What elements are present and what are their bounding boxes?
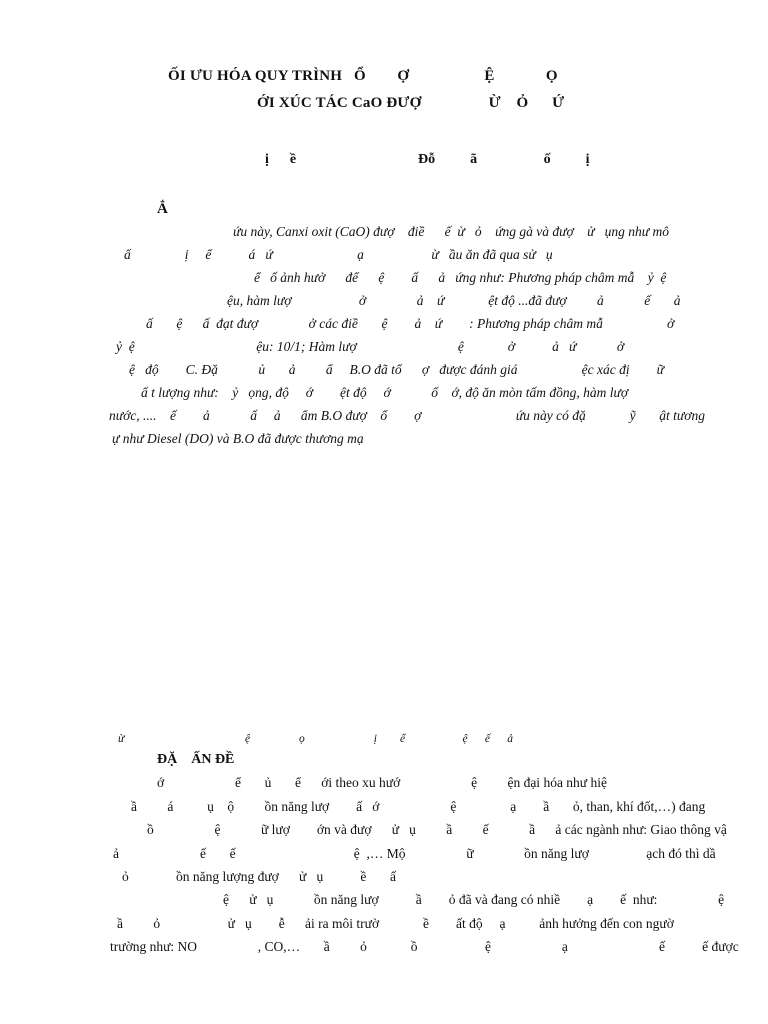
abstract-line: nước, .... ế ả ấ ả ẩm B.O đượ ổ ợ ứu này có đặ ỹ ật tương (109, 408, 705, 423)
abstract-heading: Ắ (157, 201, 168, 217)
body-line: ớ ể ủ ể ới theo xu hướ ệ ện đại hóa như hiệ (157, 775, 607, 790)
abstract-line: ấ ệ ấ đạt đượ ở các điề ệ ả ứ : Phương pháp châm mẫ ở (146, 316, 675, 331)
body-line: ồ ệ ữ lượ ớn và đượ ử ụ ầ ế ầ ả các ngành như: Giao thông vậ (147, 822, 727, 837)
document-title-line-1: ỐI ƯU HÓA QUY TRÌNH Ổ Ợ Ệ Ọ (168, 68, 558, 84)
abstract-line: ệ độ C. Đặ ủ ả ẩ B.O đã tổ ợ được đánh giá ệc xác đị ữ (129, 362, 664, 377)
author-right: Đỗ ã ố ị (418, 152, 590, 167)
abstract-line: ỷ ệ ệu: 10/1; Hàm lượ ệ ở ả ứ ở (116, 339, 625, 354)
abstract-line: ấ ị ể á ứ ạ ừ ầu ăn đã qua sử ụ (124, 247, 553, 262)
body-line: trường như: NO , CO,… ầ ỏ ồ ệ ạ ế ế được (110, 939, 739, 954)
keywords-line: ừ ệ ọ ị ể ệ ế ả (118, 733, 514, 745)
body-line: ầ á ụ ộ ồn năng lượ ấ ớ ệ ạ ầ ỏ, than, khí đốt,…) đang (131, 799, 706, 814)
body-line: ỏ ồn năng lượng đượ ử ụ ề ấ (122, 869, 396, 884)
body-line: ầ ỏ ử ụ ễ ải ra môi trườ ề ất độ ạ ảnh hưởng đến con ngườ (117, 916, 674, 931)
document-title-line-2: ỚI XÚC TÁC CaO ĐƯỢ Ừ Ỏ Ứ (257, 95, 565, 111)
abstract-line: ấ t lượng như: ỷ ọng, độ ớ ệt độ ớ ố ớ, độ ăn mòn tấm đồng, hàm lượ (141, 385, 629, 400)
body-line: ệ ử ụ ồn năng lượ ầ ỏ đã và đang có nhiề ạ ế như: ệ (223, 892, 725, 907)
body-line: ả ế ế ệ ,… Mộ ữ ồn năng lượ ạch đó thì dầ (113, 846, 716, 861)
abstract-line: ể ố ảnh hưở để ệ ấ ả ứng như: Phương pháp châm mẫ ỷ ệ (254, 270, 667, 285)
abstract-line: ự như Diesel (DO) và B.O đã được thương mạ (112, 431, 364, 446)
section-heading: ĐẶ ẤN ĐỀ (157, 752, 235, 767)
abstract-line: ệu, hàm lượ ở ả ứ ệt độ ...đã đượ ả ế ả (227, 293, 681, 308)
author-left: ị ề (265, 152, 297, 167)
abstract-line: ứu này, Canxi oxit (CaO) đượ điề ế ừ ỏ ứng gà và đượ ử ụng như mô (233, 224, 670, 239)
